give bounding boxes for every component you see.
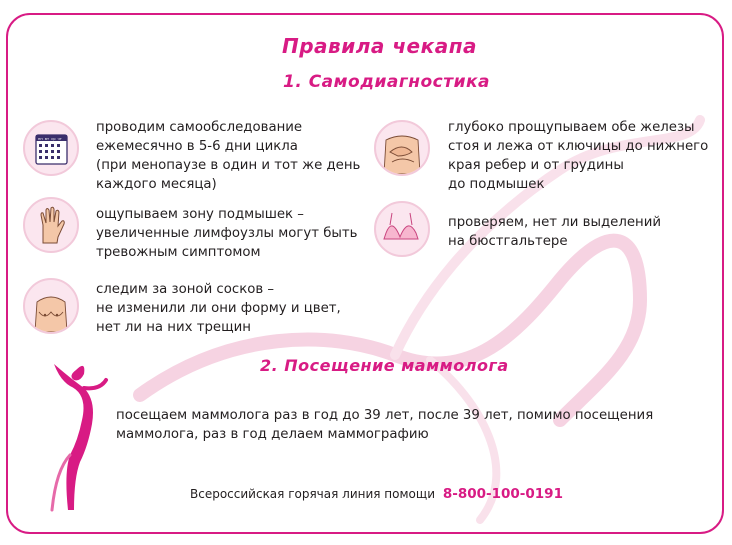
item-line: (при менопаузе в один и тот же день: [96, 158, 361, 173]
hand-icon: [23, 197, 79, 253]
item-line: на бюстгальтере: [448, 234, 568, 249]
item-discharge: [448, 213, 661, 251]
calendar-day-label: пн: [38, 137, 43, 141]
page-title: Правила чекапа: [282, 34, 478, 58]
calendar-day-label: чт: [57, 137, 62, 141]
item-palpation: [448, 118, 708, 194]
item-line: глубоко прощупываем обе железы: [448, 120, 695, 135]
item-line: стоя и лежа от ключицы до нижнего: [448, 139, 709, 154]
bra-icon: [374, 201, 430, 257]
item-line: ощупываем зону подмышек –: [96, 207, 304, 222]
item-line: не изменили ли они форму и цвет,: [96, 301, 341, 316]
svg-text:пн вт ср чт: [38, 137, 62, 141]
item-nipples: [96, 280, 341, 337]
item-line: края ребер и от грудины: [448, 158, 624, 173]
woman-silhouette-icon: [40, 360, 110, 520]
item-line: проводим самообследование: [96, 120, 303, 135]
item-line: ежемесячно в 5-6 дни цикла: [96, 139, 298, 154]
item-line: до подмышек: [448, 177, 545, 192]
hotline-phone-link[interactable]: 8-800-100-0191: [442, 486, 563, 502]
item-armpits: [96, 205, 357, 262]
hotline: [190, 486, 563, 502]
section-title-self-diagnosis: 1. Самодиагностика: [283, 72, 490, 92]
mammologist-text: [116, 406, 653, 444]
item-line: нет ли на них трещин: [96, 320, 251, 335]
calendar-day-label: вт: [44, 137, 50, 141]
section-title-mammologist: 2. Посещение маммолога: [260, 356, 509, 375]
calendar-day-label: ср: [51, 137, 56, 141]
hotline-label: Всероссийская горячая линия помощи: [190, 487, 435, 501]
item-line: каждого месяца): [96, 177, 217, 192]
mammologist-line: посещаем маммолога раз в год до 39 лет, после 39 лет, помимо посещения: [116, 408, 654, 423]
calendar-icon: [23, 120, 79, 176]
item-line: увеличенные лимфоузлы могут быть: [96, 226, 358, 241]
item-line: проверяем, нет ли выделений: [448, 215, 661, 230]
item-line: следим за зоной сосков –: [96, 282, 275, 297]
chest-icon: [23, 278, 79, 334]
item-self-exam: [96, 118, 360, 194]
palpation-icon: [374, 120, 430, 176]
mammologist-line: маммолога, раз в год делаем маммографию: [116, 427, 429, 442]
item-line: тревожным симптомом: [96, 245, 261, 260]
